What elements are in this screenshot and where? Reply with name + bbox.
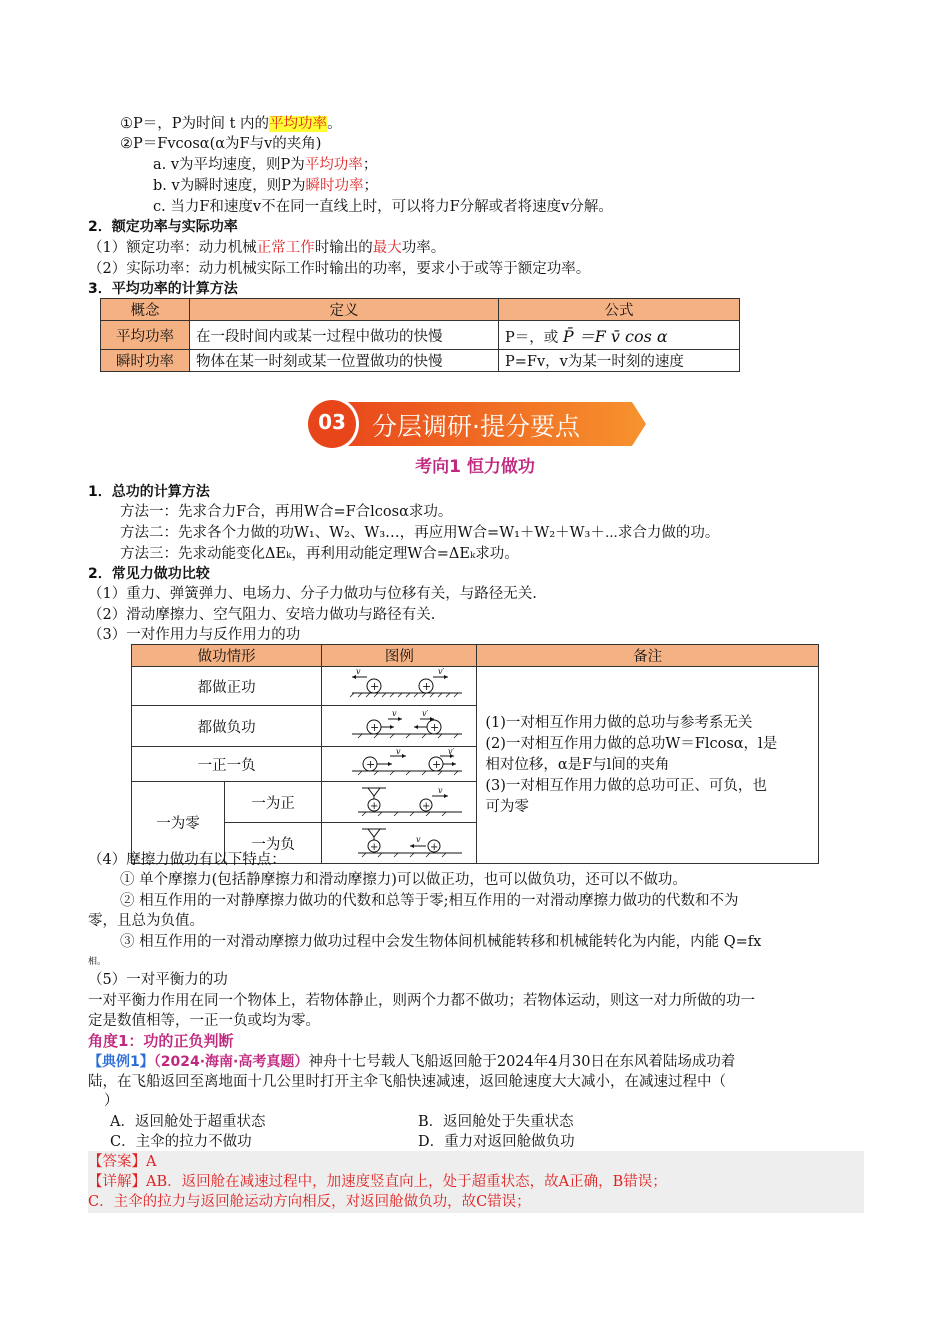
answer-line: 【答案】A: [88, 1154, 157, 1170]
actual-power-line: （2）实际功率：动力机械实际工作时输出的功率，要求小于或等于额定功率。: [88, 261, 591, 277]
svg-text:+: +: [430, 842, 439, 853]
svg-text:+: +: [422, 801, 431, 812]
diagram-cell: [322, 782, 477, 823]
balance-line-2: 定是数值相等，一正一负或均为零。: [88, 1013, 320, 1029]
both-positive-diagram: [322, 667, 476, 701]
avg-power-table: [100, 298, 740, 372]
compare-line-1: （1）重力、弹簧弹力、电场力、分子力做功与位移有关，与路径无关.: [88, 586, 537, 602]
banner-number: 03: [318, 410, 346, 434]
diagram-cell: [322, 706, 477, 747]
friction-point-2-cont: 零，且总为负值。: [88, 913, 204, 929]
table-header: 公式: [499, 299, 740, 321]
balance-title: （5）一对平衡力的功: [88, 972, 228, 988]
one-zero-negative-diagram: [322, 823, 476, 859]
svg-text:v′: v′: [438, 667, 445, 676]
table-cell: 平均功率: [101, 321, 190, 350]
kaoxiang-title: 考向1 恒力做功: [415, 457, 535, 477]
table-header: 备注: [477, 645, 819, 667]
method-3: 方法三：先求动能变化ΔEₖ，再利用动能定理W合=ΔEₖ求功。: [120, 546, 519, 562]
table-cell: 一为负: [225, 823, 322, 864]
section-title: 2．常见力做功比较: [88, 566, 210, 582]
avg-power-line: ①P＝，P为时间 t 内的平均功率。: [120, 116, 342, 132]
table-cell: 瞬时功率: [101, 350, 190, 372]
example-line-3: ）: [104, 1093, 119, 1109]
svg-text:v: v: [356, 667, 361, 676]
method-1: 方法一：先求合力F合，再用W合=F合lcosα求功。: [120, 504, 453, 520]
note-3: 相对位移，α是F与l间的夹角: [485, 756, 670, 773]
notes-cell: [477, 667, 819, 864]
compare-line-2: （2）滑动摩擦力、空气阻力、安培力做功与路径有关.: [88, 607, 436, 623]
svg-text:v′: v′: [448, 747, 455, 756]
svg-text:v: v: [438, 786, 443, 795]
both-negative-diagram: [322, 706, 476, 742]
svg-text:+: +: [432, 758, 442, 771]
svg-text:+: +: [422, 680, 432, 693]
highlight-avg-power: 平均功率: [269, 116, 328, 132]
diagram-cell: [322, 747, 477, 782]
note-5: 可为零: [485, 798, 529, 815]
table-cell: 一为正: [225, 782, 322, 823]
example-line-2: 陆，在飞船返回至离地面十几公里时打开主伞飞船快速减速，返回舱速度大大减小，在减速过程中（: [88, 1074, 726, 1090]
table-cell: 在一段时间内或某一过程中做功的快慢: [190, 321, 499, 350]
friction-point-3: ③ 相互作用的一对滑动摩擦力做功过程中会发生物体间机械能转移和机械能转化为内能，内能 Q=fx: [120, 934, 762, 950]
banner-title: 分层调研·提分要点: [372, 412, 580, 441]
svg-text:v: v: [416, 835, 421, 844]
angle-title: 角度1：功的正负判断: [88, 1032, 234, 1050]
svg-text:+: +: [430, 721, 440, 734]
svg-text:+: +: [366, 758, 376, 771]
note-1: (1)一对相互作用力做的总功与参考系无关: [485, 714, 753, 731]
diagram-cell: [322, 823, 477, 864]
section-banner: [302, 396, 648, 452]
table-cell: 都做负功: [132, 706, 322, 747]
one-zero-positive-diagram: [322, 782, 476, 818]
table-cell: 都做正功: [132, 667, 322, 706]
one-pos-one-neg-diagram: [322, 747, 476, 777]
table-cell: 物体在某一时刻或某一位置做功的快慢: [190, 350, 499, 372]
svg-text:v: v: [396, 747, 401, 756]
table-cell: 一为零: [132, 782, 225, 864]
note-2: (2)一对相互作用力做的总功W＝Flcosα，l是: [485, 735, 778, 752]
balance-line-1: 一对平衡力作用在同一个物体上，若物体静止，则两个力都不做功；若物体运动，则这一对力所做的功一: [88, 993, 755, 1009]
case-a: a. v为平均速度，则P为平均功率；: [153, 157, 378, 173]
compare-line-3: （3）一对作用力与反作用力的功: [88, 627, 301, 643]
case-b: b. v为瞬时速度，则P为瞬时功率；: [153, 178, 378, 194]
detail-line-2: C．主伞的拉力与返回舱运动方向相反，对返回舱做负功，故C错误；: [88, 1194, 531, 1210]
friction-point-1: ① 单个摩擦力(包括静摩擦力和滑动摩擦力)可以做正功，也可以做负功，还可以不做功。: [120, 872, 687, 888]
svg-text:v: v: [392, 709, 397, 718]
option-a: A．返回舱处于超重状态: [110, 1114, 266, 1130]
note-4: (3)一对相互作用力做的总功可正、可负，也: [485, 777, 767, 794]
table-cell: P＝，或 P̄ ＝F v̄ cos α: [499, 321, 740, 350]
table-header: 定义: [190, 299, 499, 321]
option-d: D．重力对返回舱做负功: [418, 1134, 575, 1150]
table-header: 概念: [101, 299, 190, 321]
svg-text:+: +: [370, 680, 380, 693]
diagram-cell: [322, 667, 477, 706]
svg-text:+: +: [370, 801, 379, 812]
section-title: 2．额定功率与实际功率: [88, 219, 238, 235]
svg-text:+: +: [370, 721, 380, 734]
table-cell: 一正一负: [132, 747, 322, 782]
inst-power-line: ②P＝Fvcosα(α为F与v的夹角): [120, 136, 322, 152]
method-2: 方法二：先求各个力做的功W₁、W₂、W₃…，再应用W合=W₁＋W₂＋W₃＋⋯求合力做的功。: [120, 525, 720, 541]
table-header: 做功情形: [132, 645, 322, 667]
svg-text:+: +: [370, 842, 379, 853]
section-title: 1．总功的计算方法: [88, 484, 210, 500]
friction-point-2: ② 相互作用的一对静摩擦力做功的代数和总等于零;相互作用的一对滑动摩擦力做功的代数和不为: [120, 893, 739, 909]
table-header: 图例: [322, 645, 477, 667]
force-pair-table: [131, 644, 819, 864]
svg-text:v′: v′: [422, 709, 429, 718]
friction-point-3-cont: 相。: [88, 957, 107, 967]
rated-power-line: （1）额定功率：动力机械正常工作时输出的最大功率。: [88, 240, 446, 256]
section-title: 3．平均功率的计算方法: [88, 281, 238, 297]
table-cell: P=Fv，v为某一时刻的速度: [499, 350, 740, 372]
case-c: c. 当力F和速度v不在同一直线上时，可以将力F分解或者将速度v分解。: [153, 199, 613, 215]
friction-title: （4）摩擦力做功有以下特点：: [88, 852, 286, 868]
option-c: C．主伞的拉力不做功: [110, 1134, 252, 1150]
detail-line-1: 【详解】AB．返回舱在减速过程中，加速度竖直向上，处于超重状态，故A正确，B错误；: [88, 1174, 667, 1190]
example-line-1: 【典例1】（2024·海南·高考真题）神舟十七号载人飞船返回舱于2024年4月30日在东风着陆场成功着: [88, 1054, 736, 1070]
option-b: B．返回舱处于失重状态: [418, 1114, 574, 1130]
